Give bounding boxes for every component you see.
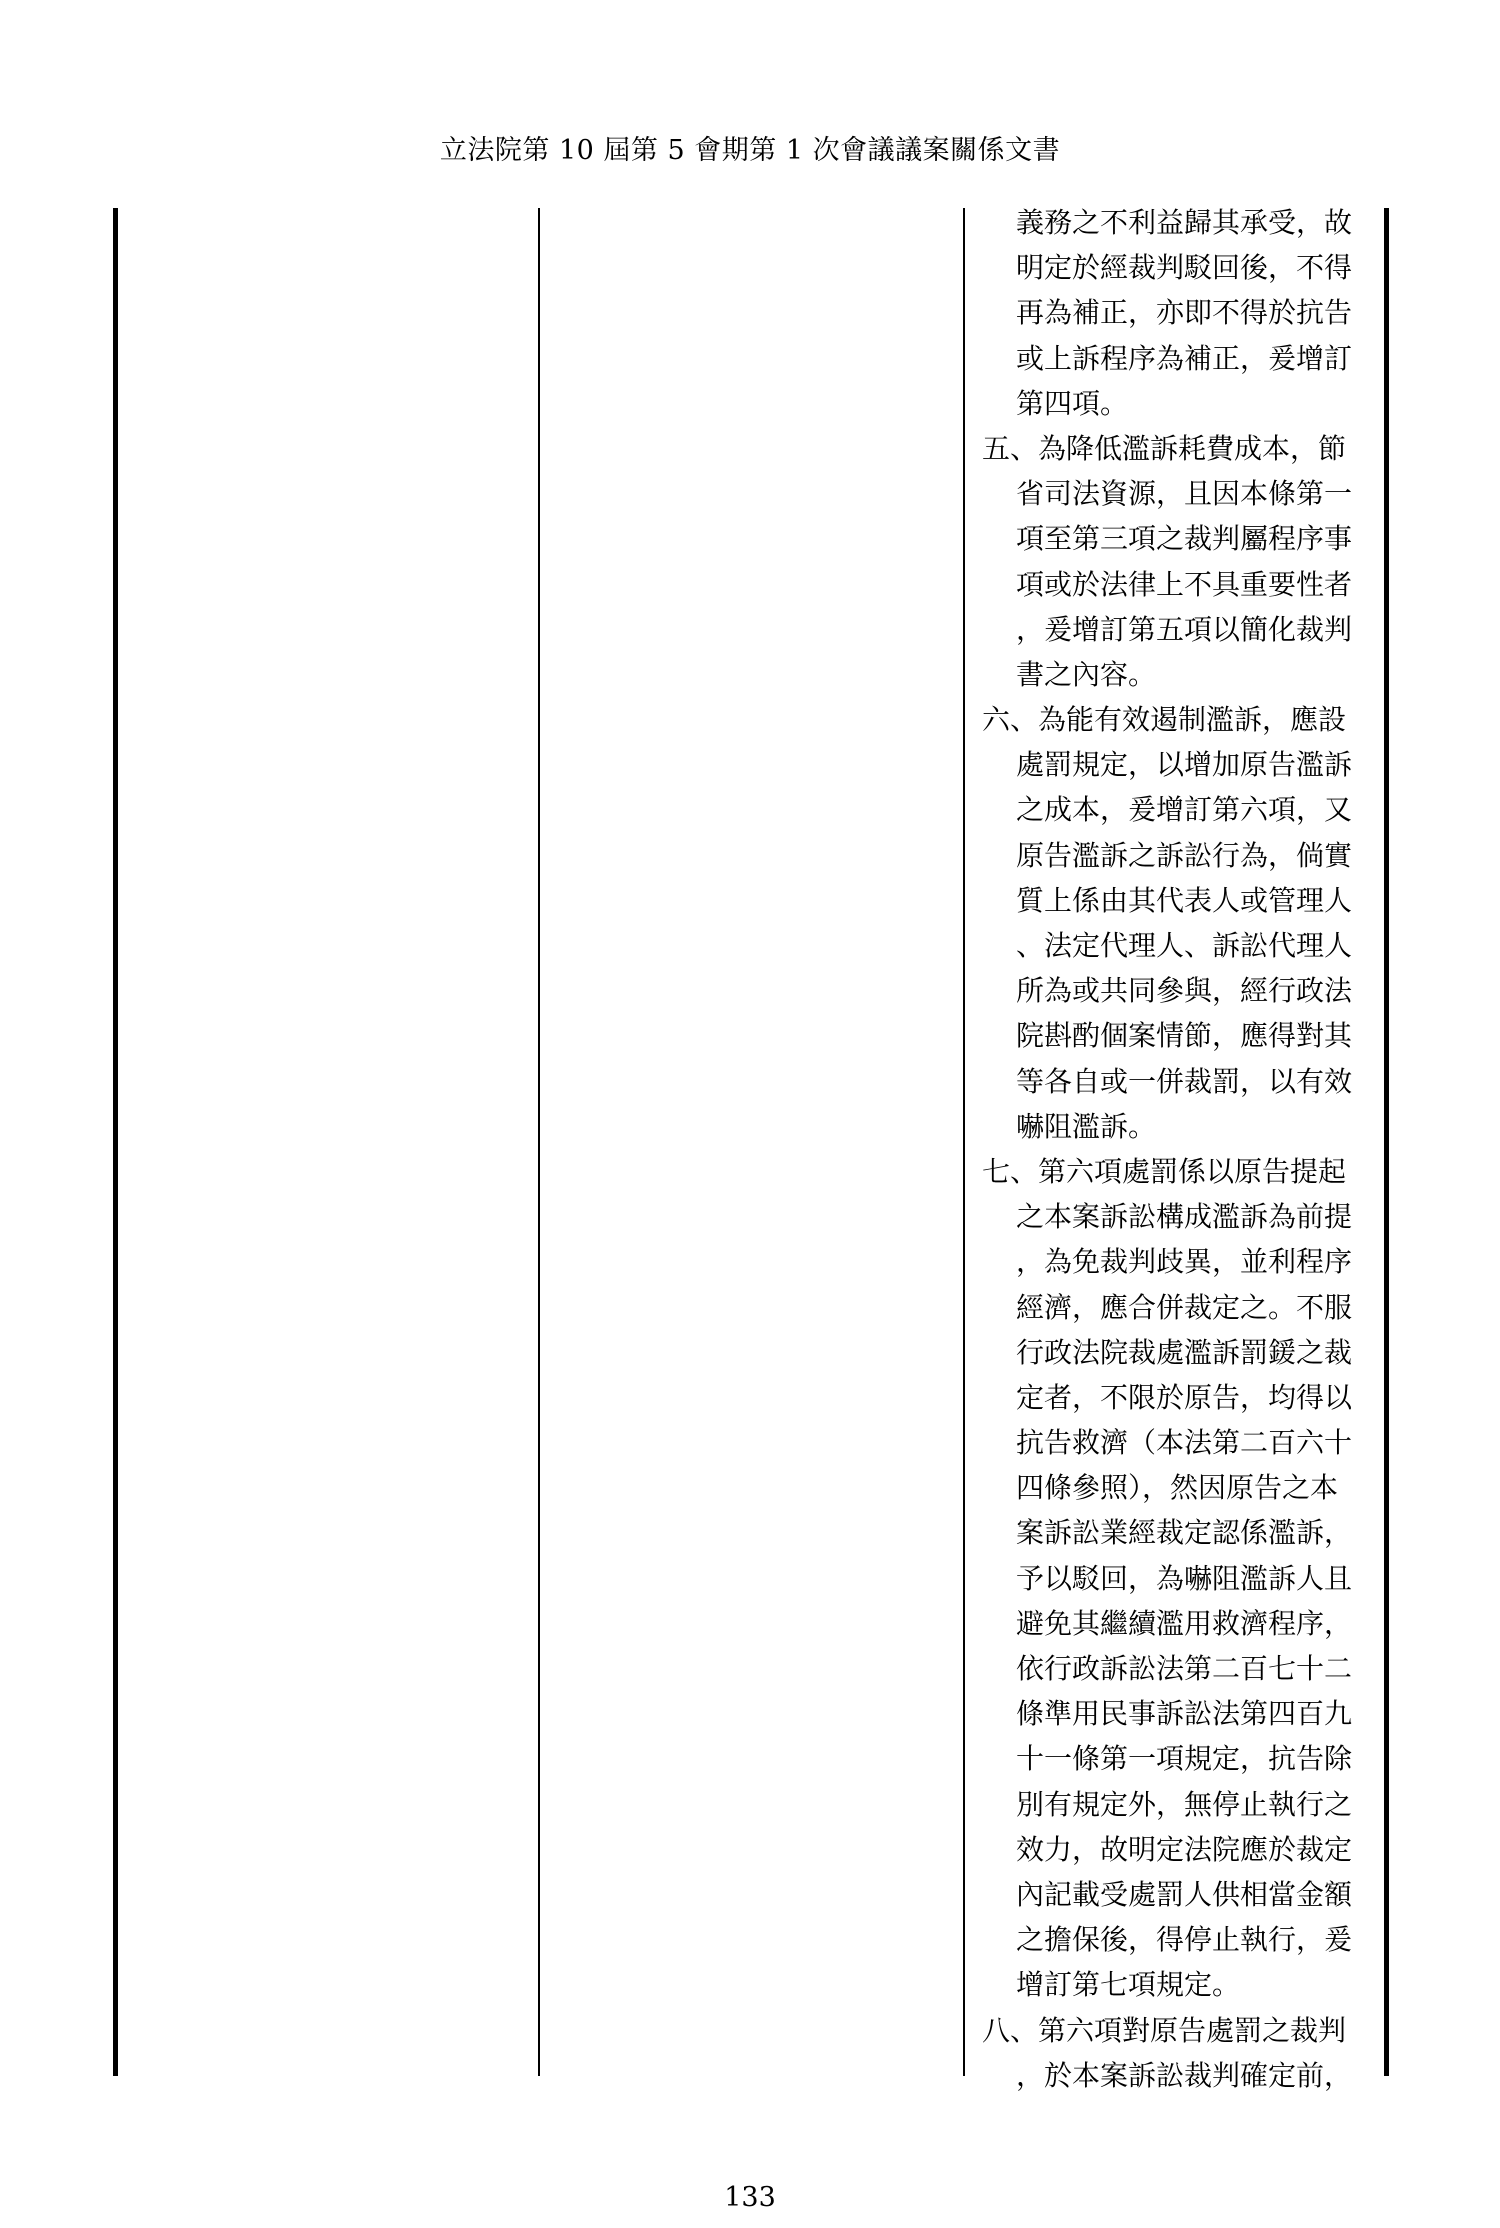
table-left-border [113,208,118,2076]
text-line: 之擔保後，得停止執行，爰 [1016,1923,1353,1957]
text-line: 定者，不限於原告，均得以 [1016,1380,1353,1414]
text-line: 項至第三項之裁判屬程序事 [1016,522,1353,556]
text-line: 處罰規定，以增加原告濫訴 [1016,748,1353,782]
text-line: 內記載受處罰人供相當金額 [1016,1877,1353,1911]
text-line: 嚇阻濫訴。 [1016,1109,1157,1143]
text-line: 義務之不利益歸其承受，故 [1016,206,1353,239]
text-line: 十一條第一項規定，抗告除 [1016,1742,1353,1776]
text-line: 四條參照），然因原告之本 [1016,1471,1339,1505]
explanation-column [982,200,1382,2098]
text-line: ，爰增訂第五項以簡化裁判 [1016,612,1353,646]
table-right-border [1384,208,1389,2076]
document-header: 立法院第 10 屆第 5 會期第 1 次會議議案關係文書 [439,135,1061,166]
text-line: 之本案訴訟構成濫訴為前提 [1016,1200,1353,1234]
text-line: 書之內容。 [1016,657,1157,691]
text-line: 原告濫訴之訴訟行為，倘實 [1016,838,1353,872]
text-line: 條準用民事訴訟法第四百九 [1016,1697,1353,1731]
text-line: 省司法資源，且因本條第一 [1016,477,1353,511]
text-line: 再為補正，亦即不得於抗告 [1016,296,1353,330]
text-line: 五、為降低濫訴耗費成本，節 [982,431,1347,465]
text-line: 院斟酌個案情節，應得對其 [1016,1019,1353,1053]
text-line: 予以駁回，為嚇阻濫訴人且 [1016,1561,1353,1595]
text-line: 六、為能有效遏制濫訴，應設 [982,703,1347,737]
text-line: ，於本案訴訟裁判確定前， [1016,2058,1353,2092]
text-line: 第四項。 [1016,386,1129,420]
text-line: 效力，故明定法院應於裁定 [1016,1832,1353,1866]
text-line: 、法定代理人、訴訟代理人 [1016,929,1353,962]
text-line: 質上係由其代表人或管理人 [1016,883,1353,917]
text-line: 所為或共同參與，經行政法 [1016,974,1353,1008]
text-line: 七、第六項處罰係以原告提起 [982,1154,1347,1188]
text-line: 明定於經裁判駁回後，不得 [1016,251,1353,285]
table-column-divider-1 [538,208,540,2076]
text-line: 增訂第七項規定。 [1016,1968,1241,2002]
text-line: 等各自或一併裁罰，以有效 [1016,1064,1353,1098]
text-line: 別有規定外，無停止執行之 [1016,1787,1353,1821]
text-line: 之成本，爰增訂第六項，又 [1016,793,1353,827]
text-line: 抗告救濟（本法第二百六十 [1016,1426,1353,1460]
text-line: 經濟，應合併裁定之。不服 [1016,1290,1353,1324]
text-line: 依行政訴訟法第二百七十二 [1016,1652,1353,1685]
text-line: 或上訴程序為補正，爰增訂 [1016,341,1353,375]
text-line: 行政法院裁處濫訴罰鍰之裁 [1016,1335,1353,1369]
text-line: 案訴訟業經裁定認係濫訴， [1016,1516,1353,1550]
page-number: 133 [724,2182,776,2213]
text-line: 八、第六項對原告處罰之裁判 [982,2013,1347,2047]
table-column-divider-2 [963,208,965,2076]
text-line: 項或於法律上不具重要性者 [1016,567,1353,601]
text-line: ，為免裁判歧異，並利程序 [1016,1245,1353,1279]
text-line: 避免其繼續濫用救濟程序， [1016,1606,1353,1640]
